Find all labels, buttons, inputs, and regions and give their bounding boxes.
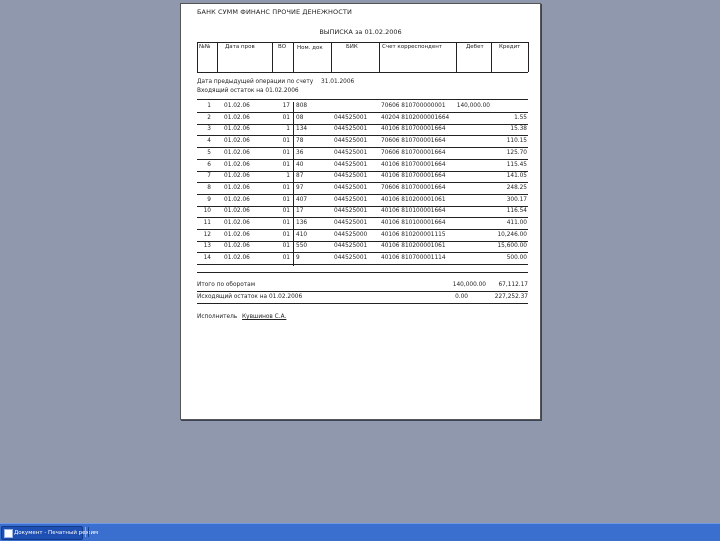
row-number: 10: [203, 208, 211, 215]
row-account: 40106 810100001664: [381, 220, 446, 226]
section-line: [197, 99, 528, 100]
row-date: 01.02.06: [224, 173, 250, 180]
row-account: 70606 810700001664: [381, 149, 446, 156]
row-doc-number: 87: [296, 173, 304, 180]
row-account: 70606 810700001664: [381, 184, 446, 191]
row-number: 14: [203, 255, 211, 262]
row-account: 70606 810700000001: [381, 103, 446, 109]
row-credit: 248.25: [506, 184, 527, 191]
row-account: 40106 810200001061: [381, 243, 446, 250]
row-doc-number: 08: [296, 114, 304, 121]
row-vo: 01: [282, 196, 290, 203]
row-credit: 125.70: [506, 149, 527, 156]
totals-bottom-line: [197, 303, 528, 304]
last-operation-value: 31.01.2006: [321, 79, 355, 85]
row-bik: 044525001: [334, 196, 368, 203]
row-credit: 116.54: [506, 208, 527, 215]
row-bik: 044525001: [334, 138, 368, 145]
header-top-line: [197, 42, 528, 43]
row-vo: 01: [282, 149, 290, 156]
row-date: 01.02.06: [224, 208, 250, 215]
row-separator: [197, 171, 528, 172]
col-divider: [528, 42, 529, 72]
col-divider: [379, 42, 380, 72]
col-header-credit: Кредит: [499, 44, 521, 50]
row-bik: 044525001: [334, 126, 368, 133]
row-number: 13: [203, 243, 211, 250]
row-separator: [197, 147, 528, 148]
row-bik: 044525000: [334, 231, 368, 238]
row-date: 01.02.06: [224, 196, 250, 203]
row-vo: 01: [282, 161, 290, 168]
row-vo: 01: [282, 243, 290, 250]
row-separator: [197, 229, 528, 230]
row-vo: 01: [282, 220, 290, 226]
col-header-doc-number: Ном. док: [297, 45, 323, 51]
row-doc-number: 410: [296, 231, 308, 238]
row-account: 40106 810100001664: [381, 208, 446, 215]
row-number: 11: [203, 220, 211, 226]
col-header-vo: ВО: [278, 44, 287, 50]
row-account: 40106 810700001114: [381, 255, 446, 262]
row-date: 01.02.06: [224, 243, 250, 250]
row-credit: 15.38: [510, 126, 527, 133]
row-date: 01.02.06: [224, 255, 250, 262]
row-credit: 1.55: [514, 114, 527, 121]
row-credit: 115.45: [506, 161, 527, 168]
totals-middle-line: [197, 291, 528, 292]
row-vo: 1: [286, 126, 290, 133]
turnover-label: Итого по оборотам: [197, 282, 256, 288]
row-bik: 044525001: [334, 114, 368, 121]
totals-top-line: [197, 272, 528, 273]
row-separator: [197, 182, 528, 183]
row-account: 40106 810700001664: [381, 161, 446, 168]
row-vo: 01: [282, 255, 290, 262]
row-bik: 044525001: [334, 184, 368, 191]
row-account: 40106 810200001115: [381, 231, 446, 238]
row-number: 1: [207, 103, 211, 109]
row-account: 40106 810200001061: [381, 196, 446, 203]
row-credit: 411.00: [506, 220, 527, 226]
col-divider: [293, 42, 294, 72]
col-divider: [197, 42, 198, 72]
statement-title: ВЫПИСКА за 01.02.2006: [319, 28, 402, 36]
row-doc-number: 808: [296, 103, 308, 109]
row-doc-number: 36: [296, 149, 304, 156]
executor-line: [197, 315, 286, 321]
row-account: 70606 810700001664: [381, 138, 446, 145]
row-vo: 01: [282, 138, 290, 145]
row-doc-number: 550: [296, 243, 308, 250]
outgoing-balance-label: Исходящий остаток на 01.02.2006: [197, 294, 303, 300]
col-divider: [331, 42, 332, 72]
row-separator: [197, 217, 528, 218]
taskbar-button-label: Документ - Печатный режим: [14, 530, 99, 536]
row-credit: 300.17: [506, 196, 527, 203]
opening-balance-label: Входящий остаток на 01.02.2006: [197, 88, 299, 94]
row-doc-number: 407: [296, 196, 308, 203]
col-header-debit: Дебет: [466, 44, 484, 50]
row-date: 01.02.06: [224, 149, 250, 156]
row-date: 01.02.06: [224, 114, 250, 121]
row-number: 4: [207, 138, 211, 145]
row-vo: 01: [282, 208, 290, 215]
row-number: 2: [207, 114, 211, 121]
row-account: 40106 810700001664: [381, 126, 446, 133]
row-bik: 044525001: [334, 220, 368, 226]
executor-name: Кувшинов С.А.: [242, 314, 287, 320]
row-vo: 01: [282, 231, 290, 238]
row-doc-number: 17: [296, 208, 304, 215]
row-bik: 044525001: [334, 255, 368, 262]
row-separator: [197, 135, 528, 136]
row-vo: 01: [282, 184, 290, 191]
row-doc-number: 134: [296, 126, 308, 133]
row-account: 40106 810700001664: [381, 173, 446, 180]
col-header-date: Дата пров: [225, 44, 255, 50]
row-bik: 044525001: [334, 208, 368, 215]
col-divider: [272, 42, 273, 72]
turnover-credit: 67,112.17: [498, 282, 528, 288]
taskbar: [0, 523, 720, 541]
row-separator: [197, 124, 528, 125]
col-divider: [456, 42, 457, 72]
row-separator: [197, 112, 528, 113]
row-bik: 044525001: [334, 173, 368, 180]
row-credit: 10,246.00: [497, 231, 527, 238]
col-header-bik: БИК: [346, 44, 358, 50]
document-icon: [4, 529, 13, 538]
row-date: 01.02.06: [224, 161, 250, 168]
col-divider: [217, 42, 218, 72]
row-separator: [197, 159, 528, 160]
print-preview-page: [180, 3, 541, 420]
row-credit: 15,600.00: [497, 243, 527, 250]
col-divider: [293, 102, 294, 266]
row-number: 8: [207, 184, 211, 191]
row-doc-number: 9: [296, 255, 300, 262]
row-debit: 140,000.00: [456, 103, 490, 109]
row-credit: 110.15: [506, 138, 527, 145]
row-date: 01.02.06: [224, 138, 250, 145]
row-doc-number: 78: [296, 138, 304, 145]
row-doc-number: 97: [296, 184, 304, 191]
header-bottom-line: [197, 72, 528, 73]
row-date: 01.02.06: [224, 184, 250, 191]
row-number: 3: [207, 126, 211, 133]
bank-header: БАНК СУММ ФИНАНС ПРОЧИЕ ДЕНЕЖНОСТИ: [197, 8, 352, 16]
row-bik: 044525001: [334, 149, 368, 156]
col-header-corr-account: Счет корреспондент: [382, 44, 443, 50]
row-credit: 141.05: [506, 173, 527, 180]
row-doc-number: 136: [296, 220, 308, 226]
row-bik: 044525001: [334, 161, 368, 168]
col-header-number: №№: [199, 44, 211, 50]
taskbar-document-button[interactable]: [1, 526, 99, 540]
row-separator: [197, 194, 528, 195]
row-date: 01.02.06: [224, 220, 250, 226]
row-separator: [197, 264, 528, 265]
last-operation-line: [197, 80, 354, 86]
row-bik: 044525001: [334, 243, 368, 250]
row-number: 6: [207, 161, 211, 168]
row-doc-number: 40: [296, 161, 304, 168]
col-divider: [491, 42, 492, 72]
row-separator: [197, 252, 528, 253]
outgoing-debit: 0.00: [455, 294, 468, 300]
row-separator: [197, 241, 528, 242]
row-credit: 500.00: [506, 255, 527, 262]
executor-label: Исполнитель: [197, 314, 238, 320]
outgoing-credit: 227,252.37: [494, 294, 528, 300]
row-separator: [197, 206, 528, 207]
row-number: 9: [207, 196, 211, 203]
row-number: 7: [207, 173, 211, 180]
row-vo: 01: [282, 114, 290, 121]
row-date: 01.02.06: [224, 103, 250, 109]
row-number: 5: [207, 149, 211, 156]
row-number: 12: [203, 231, 211, 238]
row-date: 01.02.06: [224, 231, 250, 238]
row-date: 01.02.06: [224, 126, 250, 133]
last-operation-label: Дата предыдущей операции по счету: [197, 79, 314, 85]
turnover-debit: 140,000.00: [452, 282, 486, 288]
row-vo: 17: [282, 103, 290, 109]
row-vo: 1: [286, 173, 290, 180]
row-account: 40204 8102000001664: [381, 114, 450, 121]
taskbar-separator: [85, 527, 89, 537]
